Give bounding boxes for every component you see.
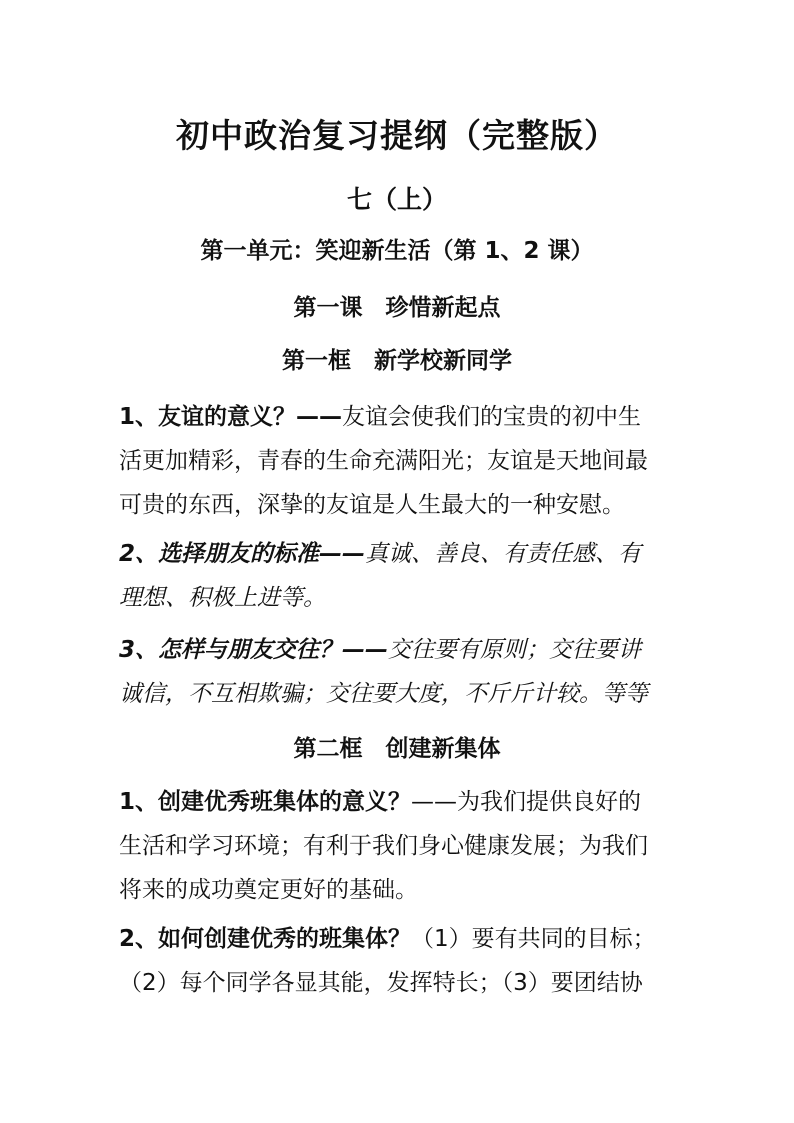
item-line [119, 395, 679, 439]
item-line: 生活和学习环境；有利于我们身心健康发展；为我们 [119, 833, 648, 859]
item-question: 1、创建优秀班集体的意义？ [119, 789, 412, 815]
item-line: 可贵的东西，深挚的友谊是人生最大的一种安慰。 [119, 492, 625, 518]
item-friend-criteria [119, 532, 679, 620]
item-answer: （1）要有共同的目标； [411, 926, 656, 952]
frame-heading-2: 第二框 创建新集体 [293, 736, 501, 762]
item-friendship-meaning [119, 395, 679, 527]
item-answer: 真诚、善良、有责任感、有 [365, 541, 642, 567]
item-line: 诚信，不互相欺骗；交往要大度，不斤斤计较。等等 [119, 681, 648, 707]
item-line [119, 532, 679, 576]
document-title: 初中政治复习提纲（完整版） [176, 116, 618, 155]
item-friend-interaction [119, 628, 679, 716]
item-line [119, 917, 679, 961]
item-question: 2、如何创建优秀的班集体？ [119, 926, 412, 952]
item-question: 3、怎样与朋友交往？—— [119, 637, 389, 663]
item-line: 理想、积极上进等。 [119, 585, 326, 611]
item-line [119, 628, 679, 672]
unit-heading: 第一单元：笑迎新生活（第 1、2 课） [200, 238, 594, 264]
lesson-heading: 第一课 珍惜新起点 [293, 295, 501, 321]
frame-heading-1: 第一框 新学校新同学 [282, 348, 512, 374]
item-line: （2）每个同学各显其能，发挥特长；（3）要团结协 [119, 970, 643, 996]
item-answer: ——为我们提供良好的 [411, 789, 642, 815]
grade-heading: 七（上） [346, 185, 447, 214]
item-class-building [119, 917, 679, 1005]
item-question: 2、选择朋友的标准—— [119, 541, 366, 567]
item-line: 将来的成功奠定更好的基础。 [119, 877, 418, 903]
item-question: 1、友谊的意义？—— [119, 404, 343, 430]
item-line [119, 780, 679, 824]
item-class-meaning [119, 780, 679, 912]
item-answer: 友谊会使我们的宝贵的初中生 [342, 404, 642, 430]
item-line: 活更加精彩，青春的生命充满阳光；友谊是天地间最 [119, 448, 648, 474]
item-answer: 交往要有原则；交往要讲 [388, 637, 642, 663]
